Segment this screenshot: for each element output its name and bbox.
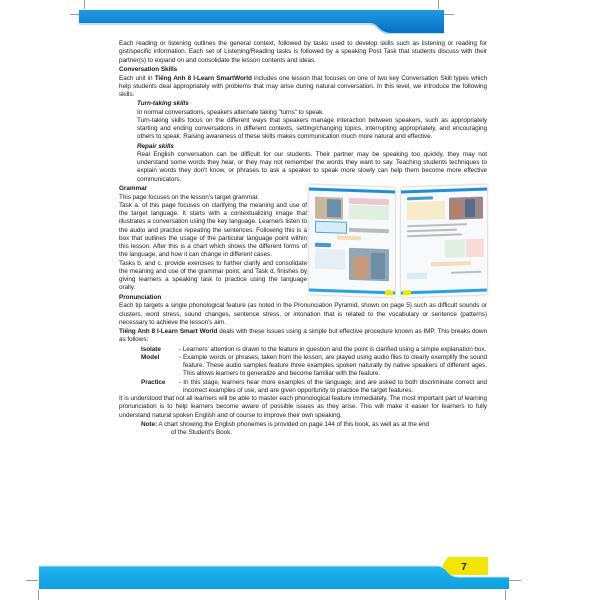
grammar-section: [119, 185, 487, 292]
crop-mark: [505, 590, 506, 600]
page-number: 7: [461, 562, 467, 573]
repair-text: Real English conversation can be difficult for our students. Their partner may be speaking too quickly, they may not understand some words they hear, or they may not remember the words they want to say. Teaching students techniques to explain words they don't know, or phrases to ask a speaker to speak more slowly can help them become more effective communicators.: [137, 150, 487, 183]
grammar-para2: Tasks b. and c. provide exercises to further clarify and consolidate the meaning and use of the grammar point, and Task d. finishes by giving learners a speaking task to practice using the language orally.: [119, 259, 307, 292]
brand-name: Tiếng Anh 8 I-Learn SmartWorld: [154, 74, 252, 82]
crop-mark: [509, 580, 521, 581]
crop-mark: [84, 0, 85, 9]
imp-term-practice: Practice: [141, 378, 166, 386]
intro-paragraph: Each reading or listening outlines the general context, followed by tasks used to develop skills such as listening or reading for gist/specific information. Each set of Listening/Reading tasks is followed by a speaking Post Task that students discuss with their partner(s) to expand on and consolidate the lesson contents and ideas.: [119, 40, 487, 64]
header-band: [79, 10, 444, 25]
crop-mark: [444, 14, 454, 15]
thumbnail-left-page: [309, 185, 395, 298]
brand-name: Tiếng Anh 8 I-Learn Smart World: [119, 328, 218, 335]
imp-def-practice: - In this stage, learners hear more examples of the language, and are asked to both discriminate correct and incorrect examples of use, and are given opportunity to practice the target features.: [179, 378, 487, 394]
grammar-line1: This page focuses on the lesson's target grammar.: [119, 193, 260, 201]
imp-list: [119, 346, 487, 396]
grammar-heading: Grammar: [119, 185, 147, 193]
grammar-para1: Task a. of this page focuses on clarifying the meaning and use of the target language. It starts with a contextualizing image that illustrates a conversation using the key language. Learners listen to the audio and practice repeating the sentences. Following this is a box that outlines the usage of the particular language point within this lesson. After this is a chart which shows the different forms of the language, and how it can change in different cases.: [119, 201, 307, 259]
pronunciation-para1: Each tip targets a single phonological feature (as noted in the Pronunciation Pyramid, shown on page 5) such as difficult sounds or clusters, word stress, sound changes, sentence stress, or intonation that is related to the vocabulary or sentence (patterns) necessary to achieve the lesson's aim.: [119, 302, 487, 326]
pronunciation-para2: Tiếng Anh 8 I-Learn Smart World deals with these issues using a simple but effective procedure known as IMP. This breaks down as follows:: [119, 328, 487, 344]
imp-def-model: - Example words or phrases, taken from the lesson, are played using audio files to clearly exemplify the sound feature. These audio samples feature three examples spoken naturally by native speakers of different ages. This allows learners to generalize and become familiar with the feature.: [179, 353, 487, 378]
turn-taking-line1: In normal conversations, speakers alternate taking "turns" to speak.: [137, 108, 324, 116]
student-book-thumbnails: [309, 186, 489, 298]
note-label: Note:: [141, 420, 158, 428]
pronunciation-heading: Pronunciation: [119, 294, 162, 301]
conversation-skills-heading: Conversation Skills: [119, 66, 178, 74]
thumbnail-right-page: [401, 185, 487, 298]
conversation-intro: Each unit in Tiếng Anh 8 I-Learn SmartWorld includes one lesson that focuses on one of two key Conversation Skill types which help students deal appropriately with problems that may arise during natural conversation. In this level, we introduce the following skills:: [119, 74, 488, 98]
imp-def-isolate: - Learners' attention is drawn to the feature in question and the point is clarified using a simple explanation box.: [179, 345, 487, 353]
footer-band: [39, 563, 509, 589]
turn-taking-heading: Turn-taking skills: [137, 100, 189, 108]
turn-taking-line2: Turn-taking skills focus on the different ways that speakers manage interaction between speakers, such as appropriately starting and ending conversations in different contexts, setting/changing topics, interrupting appropriately, and encouraging others to speak. Raising awareness of these skills makes communication much more natural and effective.: [137, 116, 487, 141]
imp-term-isolate: Isolate: [141, 345, 161, 353]
crop-mark: [438, 0, 439, 9]
crop-mark: [38, 590, 39, 600]
repair-heading: Repair skills: [137, 142, 174, 150]
imp-term-model: Model: [141, 353, 160, 361]
crop-mark: [26, 580, 38, 581]
page-content: [119, 40, 487, 437]
pronunciation-para3: It is understood that not all learners will be able to master each phonological feature immediately. The most important part of learning pronunciation is to help learners become aware of possible issues as they arise. This will make it easier for learners to fully understand natural spoken English and of course to improve their own speaking.: [119, 395, 487, 419]
phoneme-note: Note: A chart showing the English phonemes is provided on page 144 of this book, as well as at the end of the Student's Book.: [141, 420, 430, 436]
